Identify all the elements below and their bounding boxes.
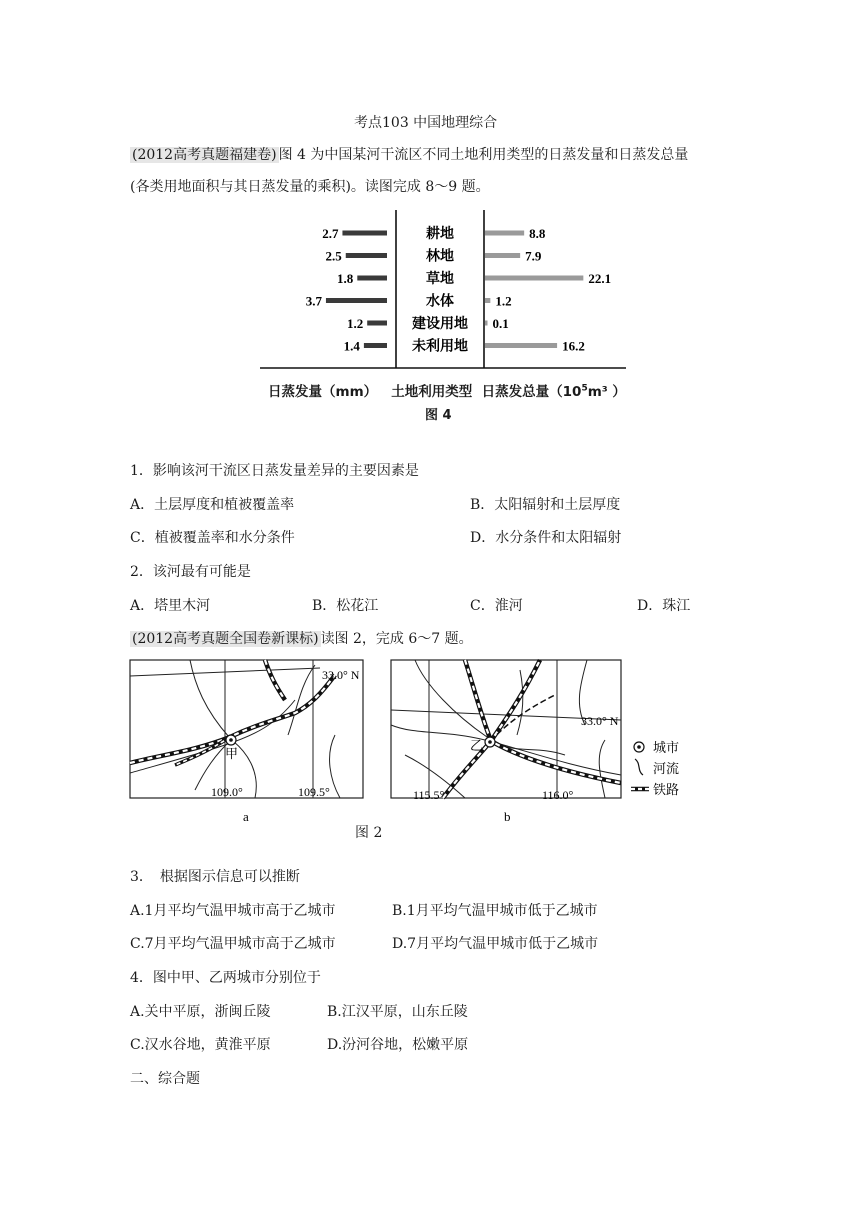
section-heading: 二、综合题 (130, 1071, 200, 1087)
left-value-labels (306, 226, 364, 354)
map-b-lon2: 116.0° (542, 788, 574, 802)
axis-mid-label: 土地利用类型 (391, 384, 473, 400)
bar-total-evaporation (485, 253, 520, 258)
category-label: 未利用地 (412, 339, 468, 355)
q1-option-a[interactable]: A．土层厚度和植被覆盖率 (130, 497, 295, 513)
map-b (391, 660, 621, 798)
q1-option-b[interactable]: B．太阳辐射和土层厚度 (470, 497, 621, 513)
category-labels (412, 225, 468, 355)
map-a-lat: 33.0° N (322, 668, 360, 682)
q4-option-a[interactable]: A.关中平原，浙闽丘陵 (130, 1004, 271, 1020)
legend-river-label: 河流 (653, 761, 680, 776)
bar-daily-evaporation (346, 253, 387, 258)
q3-option-d[interactable]: D.7月平均气温甲城市低于乙城市 (392, 936, 599, 952)
bar-total-evaporation (485, 321, 488, 326)
map-legend (631, 742, 649, 789)
intro-text: 图 4 为中国某河干流区不同土地利用类型的日蒸发量和日蒸发总量 (278, 147, 689, 163)
page-title: 考点103 中国地理综合 (354, 115, 498, 131)
right-value-label: 7.9 (525, 248, 542, 264)
q4-option-b[interactable]: B.江汉平原，山东丘陵 (327, 1004, 468, 1020)
figure-4-caption: 图 4 (425, 408, 452, 423)
legend-rail-label: 铁路 (653, 782, 680, 797)
map-b-lon1: 115.5° (413, 788, 445, 802)
q1-stem: 1．影响该河干流区日蒸发量差异的主要因素是 (130, 463, 419, 479)
bar-daily-evaporation (364, 343, 387, 348)
q3-stem: 3． 根据图示信息可以推断 (130, 869, 300, 885)
right-value-label: 8.8 (529, 226, 546, 241)
bar-daily-evaporation (367, 321, 387, 326)
category-label: 建设用地 (412, 317, 468, 332)
left-value-label: 2.7 (322, 226, 339, 241)
figure-2-caption: 图 2 (355, 825, 383, 841)
fig4-axis-labels (268, 380, 626, 400)
map-b-city: 乙 (470, 738, 484, 753)
q3-option-b[interactable]: B.1月平均气温甲城市低于乙城市 (392, 903, 598, 919)
q2-option-d[interactable]: D．珠江 (637, 598, 691, 614)
source-tag: (2012高考真题福建卷) (132, 147, 277, 163)
left-value-label: 3.7 (305, 293, 322, 309)
map-b-label: b (504, 809, 511, 824)
bar-total-evaporation (485, 298, 490, 303)
map-a-lon2: 109.5° (298, 785, 330, 799)
q2-option-c[interactable]: C．淮河 (470, 598, 523, 614)
q2-stem: 2．该河最有可能是 (130, 564, 251, 580)
q3-option-c[interactable]: C.7月平均气温甲城市高于乙城市 (130, 936, 336, 952)
bar-daily-evaporation (326, 298, 387, 303)
source-tag: (2012高考真题全国卷新课标) (132, 631, 319, 647)
right-value-label: 22.1 (588, 271, 612, 286)
question-intro-1 (130, 145, 688, 165)
question-intro-2 (130, 629, 473, 649)
bar-daily-evaporation (357, 276, 387, 281)
bar-total-evaporation (485, 231, 524, 236)
map-a-label: a (243, 809, 249, 824)
question-intro-1-line2: (各类用地面积与其日蒸发量的乘积)。读图完成 8～9 题。 (130, 179, 490, 195)
legend-river-icon (635, 759, 643, 775)
figure-2-maps (125, 655, 710, 830)
left-value-label: 2.5 (325, 248, 342, 264)
intro-text: 读图 2，完成 6～7 题。 (320, 631, 473, 647)
category-label: 草地 (426, 272, 454, 287)
axis-left-label: 日蒸发量（mm） (268, 384, 378, 400)
bar-daily-evaporation (342, 231, 387, 236)
map-a-lon1: 109.0° (211, 785, 243, 799)
right-value-label: 16.2 (562, 338, 585, 354)
q4-option-c[interactable]: C.汉水谷地，黄淮平原 (130, 1037, 271, 1053)
left-value-label: 1.4 (343, 338, 360, 354)
legend-city-label: 城市 (653, 740, 680, 755)
right-value-label: 1.2 (495, 293, 512, 309)
bar-total-evaporation (485, 276, 583, 281)
right-value-labels (493, 226, 612, 354)
left-value-label: 1.8 (337, 271, 354, 286)
q4-option-d[interactable]: D.汾河谷地，松嫩平原 (327, 1037, 469, 1053)
axis-right-label: 日蒸发总量（$10^5m^3$ ） (481, 383, 626, 400)
q3-option-a[interactable]: A.1月平均气温甲城市高于乙城市 (130, 903, 336, 919)
q1-option-c[interactable]: C．植被覆盖率和水分条件 (130, 530, 295, 546)
left-value-label: 1.2 (346, 316, 364, 331)
figure-4-chart (260, 208, 630, 374)
q2-option-b[interactable]: B．松花江 (312, 598, 379, 614)
q4-stem: 4．图中甲、乙两城市分别位于 (130, 970, 321, 986)
map-b-lat: 33.0° N (581, 714, 619, 728)
bar-total-evaporation (485, 343, 557, 348)
category-label: 林地 (426, 249, 454, 265)
q1-option-d[interactable]: D．水分条件和太阳辐射 (470, 530, 622, 546)
q2-option-a[interactable]: A．塔里木河 (130, 598, 211, 614)
category-label: 水体 (426, 294, 454, 310)
right-value-label: 0.1 (492, 316, 509, 331)
map-a-city: 甲 (225, 746, 239, 761)
category-label: 耕地 (426, 227, 454, 242)
